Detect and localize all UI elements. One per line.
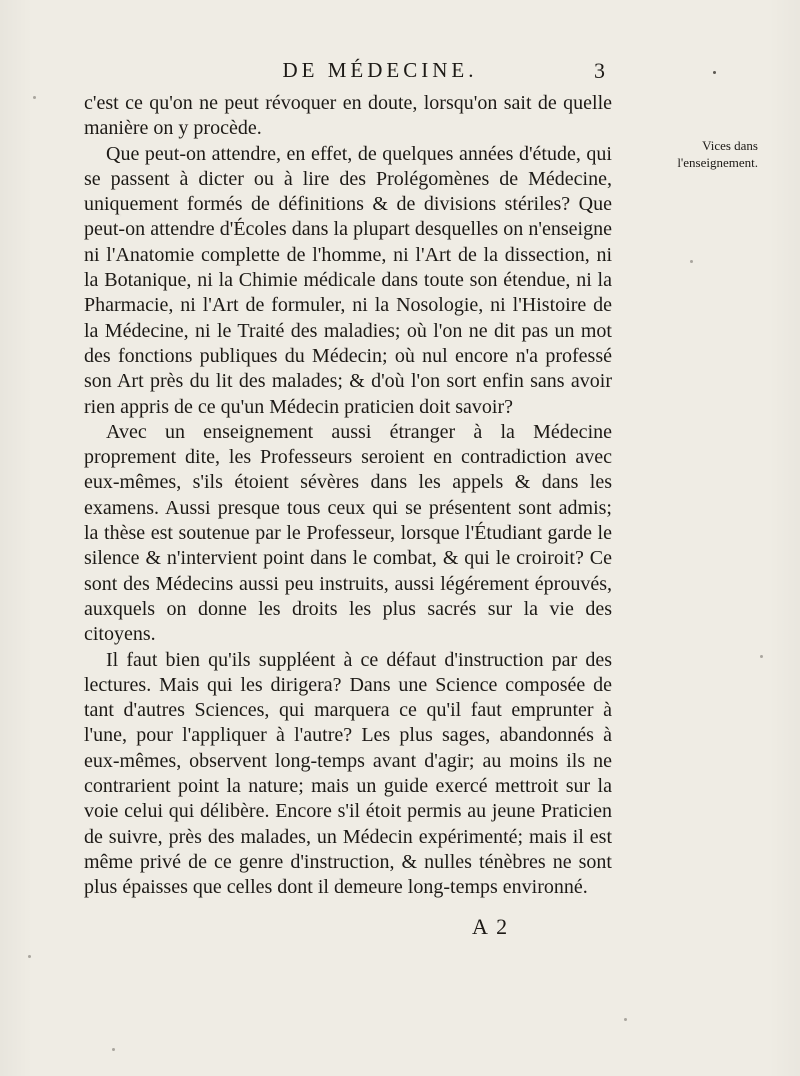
paper-speck	[28, 955, 31, 958]
paragraph: c'est ce qu'on ne peut révoquer en doute, lorsqu'on sait de quelle manière on y procède.	[84, 92, 612, 140]
paper-speck	[760, 655, 763, 658]
paragraph: Avec un enseignement aussi étranger à la Médecine proprement dite, les Professeurs seroient en contradiction avec eux-mêmes, s'ils étoient sévères dans les appels & dans les examens. Aussi presque tous ceux qui se présentent sont admis; la thèse est soutenue par le Professeur, lorsque l'Étudiant garde le silence & n'intervient point dans le combat, & qui le croiroit? Ce sont des Médecins aussi peu instruits, aussi légérement éprouvés, auxquels on donne les droits les plus sacrés sur la vie des citoyens.	[84, 420, 612, 646]
paragraph: Il faut bien qu'ils suppléent à ce défaut d'instruction par des lectures. Mais qui les dirigera? Dans une Science composée de tant d'autres Sciences, qui marquera ce qu'il faut emprunter à l'une, pour l'appliquer à l'autre? Les plus sages, abandonnés à eux-mêmes, observent long-temps avant d'agir; au moins ils ne contrarient point la nature; mais un guide exercé mettroit sur la voie celui qui délibère. Encore s'il étoit permis au jeune Praticien de suivre, près des malades, un Médecin expérimenté; mais il est même privé de ce genre d'instruction, & nulles ténèbres ne sont plus épaisses que celles dont il demeure long-temps environné.	[84, 648, 612, 899]
running-head: DE MÉDECINE.	[282, 58, 478, 82]
paragraph: Que peut-on attendre, en effet, de quelques années d'étude, qui se passent à dicter ou à lire des Prolégomènes de Médecine, uniquement formés de définitions & de divisions stériles? Que peut-on attendre d'Écoles dans la plupart desquelles on n'enseigne ni l'Anatomie complette de l'homme, ni l'Art de la dissection, ni la Botanique, ni la Chimie médicale dans toute son étendue, ni la Pharmacie, ni l'Art de formuler, ni la Nosologie, ni l'Histoire de la Médecine, ni le Traité des maladies; où l'on ne dit pas un mot des fonctions publiques du Médecin; où nul encore n'a professé son Art près du lit des malades; & d'où l'on sort enfin sans avoir rien appris de ce qu'un Médecin praticien doit savoir?	[84, 142, 612, 418]
margin-note: Vices dans l'enseignement.	[677, 138, 758, 170]
body-text	[84, 91, 612, 901]
paper-speck	[112, 1048, 115, 1051]
signature-mark: A 2	[472, 914, 510, 939]
page-number: 3	[594, 58, 605, 83]
ink-dot	[713, 71, 716, 74]
paper-speck	[624, 1018, 627, 1021]
paper-speck	[33, 96, 36, 99]
paper-speck	[690, 260, 693, 263]
